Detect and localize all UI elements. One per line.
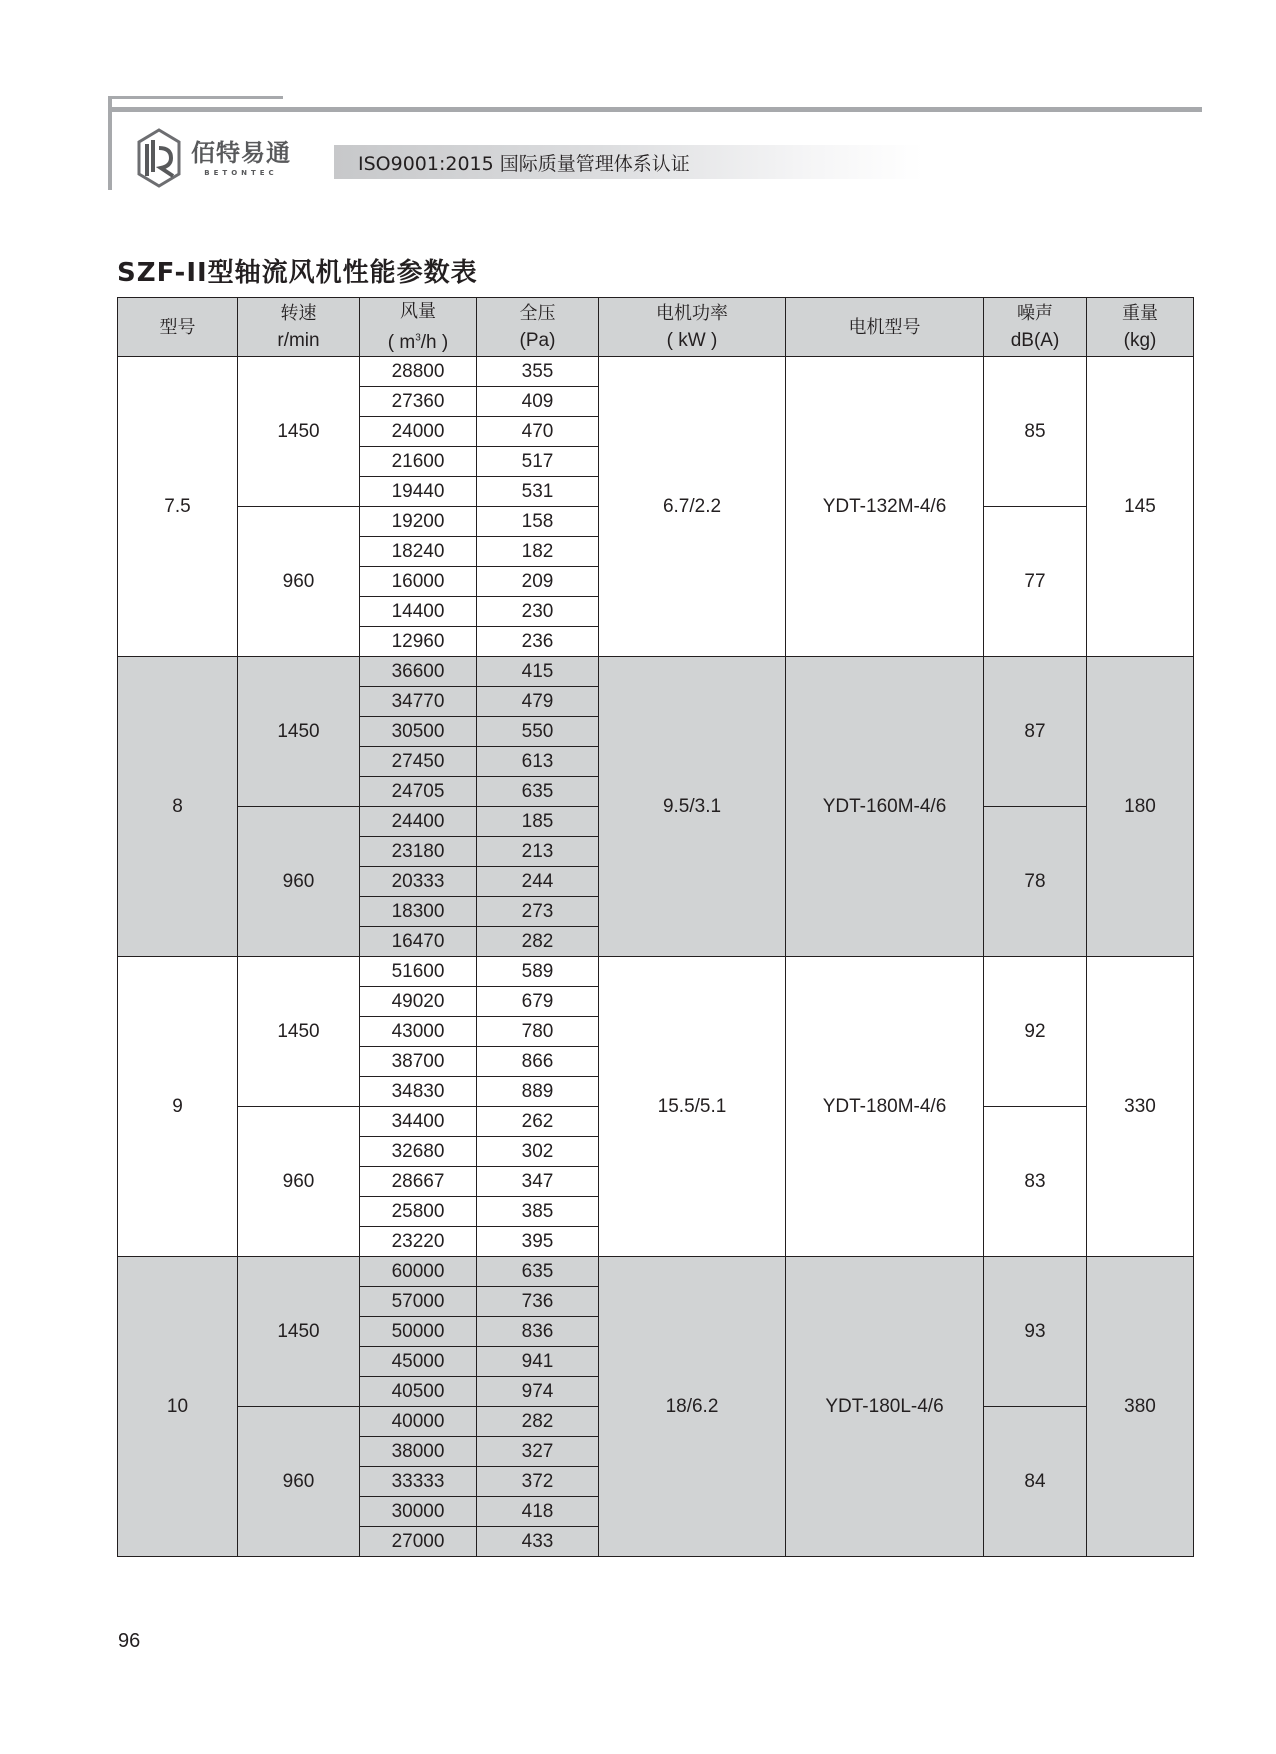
cell-pressure: 613: [477, 747, 599, 777]
cell-pressure: 550: [477, 717, 599, 747]
cell-noise: 83: [984, 1107, 1087, 1257]
certification-text: ISO9001:2015 国际质量管理体系认证: [358, 152, 690, 175]
certification-banner: [334, 145, 924, 179]
cell-airflow: 24705: [360, 777, 477, 807]
cell-pressure: 230: [477, 597, 599, 627]
cell-airflow: 34830: [360, 1077, 477, 1107]
cell-airflow: 38700: [360, 1047, 477, 1077]
cell-airflow: 36600: [360, 657, 477, 687]
cell-power: 6.7/2.2: [599, 357, 786, 657]
cell-motor: YDT-132M-4/6: [786, 357, 984, 657]
col-header-noise: 噪声 dB(A): [984, 298, 1087, 357]
cell-airflow: 40000: [360, 1407, 477, 1437]
cell-pressure: 941: [477, 1347, 599, 1377]
cell-airflow: 25800: [360, 1197, 477, 1227]
cell-airflow: 45000: [360, 1347, 477, 1377]
cell-pressure: 209: [477, 567, 599, 597]
cell-airflow: 28800: [360, 357, 477, 387]
cell-model: 8: [118, 657, 238, 957]
cell-airflow: 14400: [360, 597, 477, 627]
cell-weight: 380: [1087, 1257, 1194, 1557]
col-header-model: 型号: [118, 298, 238, 357]
cell-pressure: 679: [477, 987, 599, 1017]
page-number: 96: [118, 1630, 141, 1652]
cell-noise: 93: [984, 1257, 1087, 1407]
cell-pressure: 589: [477, 957, 599, 987]
cell-pressure: 282: [477, 1407, 599, 1437]
cell-pressure: 385: [477, 1197, 599, 1227]
cell-power: 9.5/3.1: [599, 657, 786, 957]
cell-airflow: 12960: [360, 627, 477, 657]
col-header-pressure: 全压 (Pa): [477, 298, 599, 357]
cell-noise: 85: [984, 357, 1087, 507]
cell-airflow: 32680: [360, 1137, 477, 1167]
cell-airflow: 19440: [360, 477, 477, 507]
cell-model: 7.5: [118, 357, 238, 657]
cell-pressure: 836: [477, 1317, 599, 1347]
cell-pressure: 302: [477, 1137, 599, 1167]
cell-airflow: 49020: [360, 987, 477, 1017]
cell-pressure: 889: [477, 1077, 599, 1107]
cell-speed: 1450: [238, 957, 360, 1107]
cell-weight: 330: [1087, 957, 1194, 1257]
cell-pressure: 635: [477, 1257, 599, 1287]
cell-weight: 145: [1087, 357, 1194, 657]
cell-pressure: 185: [477, 807, 599, 837]
cell-power: 18/6.2: [599, 1257, 786, 1557]
cell-airflow: 18300: [360, 897, 477, 927]
cell-airflow: 21600: [360, 447, 477, 477]
cell-power: 15.5/5.1: [599, 957, 786, 1257]
cell-motor: YDT-180M-4/6: [786, 957, 984, 1257]
cell-speed: 960: [238, 1407, 360, 1557]
cell-pressure: 974: [477, 1377, 599, 1407]
cell-airflow: 30500: [360, 717, 477, 747]
cell-motor: YDT-180L-4/6: [786, 1257, 984, 1557]
cell-airflow: 27450: [360, 747, 477, 777]
col-header-motor: 电机型号: [786, 298, 984, 357]
cell-airflow: 50000: [360, 1317, 477, 1347]
cell-pressure: 182: [477, 537, 599, 567]
cell-pressure: 395: [477, 1227, 599, 1257]
cell-pressure: 780: [477, 1017, 599, 1047]
cell-speed: 1450: [238, 1257, 360, 1407]
cell-airflow: 23220: [360, 1227, 477, 1257]
col-header-airflow: 风量 ( $m^3/h$ ): [360, 298, 477, 357]
header-rule-vertical: [108, 96, 112, 190]
table-row: [118, 657, 1194, 687]
brand-logo: [135, 128, 305, 188]
cell-pressure: 418: [477, 1497, 599, 1527]
cell-pressure: 327: [477, 1437, 599, 1467]
cell-pressure: 244: [477, 867, 599, 897]
cell-airflow: 40500: [360, 1377, 477, 1407]
cell-pressure: 635: [477, 777, 599, 807]
cell-airflow: 34770: [360, 687, 477, 717]
cell-noise: 77: [984, 507, 1087, 657]
cell-pressure: 282: [477, 927, 599, 957]
cell-pressure: 531: [477, 477, 599, 507]
cell-motor: YDT-160M-4/6: [786, 657, 984, 957]
cell-noise: 84: [984, 1407, 1087, 1557]
cell-airflow: 20333: [360, 867, 477, 897]
table-header-row: [118, 298, 1194, 357]
cell-airflow: 33333: [360, 1467, 477, 1497]
cell-airflow: 18240: [360, 537, 477, 567]
cell-model: 9: [118, 957, 238, 1257]
cell-airflow: 34400: [360, 1107, 477, 1137]
cell-airflow: 30000: [360, 1497, 477, 1527]
table-row: [118, 1257, 1194, 1287]
cell-airflow: 24000: [360, 417, 477, 447]
cell-pressure: 262: [477, 1107, 599, 1137]
cell-pressure: 372: [477, 1467, 599, 1497]
brand-name-en: BETONTEC: [204, 169, 278, 177]
cell-weight: 180: [1087, 657, 1194, 957]
table-body: [118, 357, 1194, 1557]
cell-airflow: 24400: [360, 807, 477, 837]
cell-speed: 1450: [238, 357, 360, 507]
cell-pressure: 409: [477, 387, 599, 417]
cell-pressure: 866: [477, 1047, 599, 1077]
cell-pressure: 415: [477, 657, 599, 687]
cell-pressure: 470: [477, 417, 599, 447]
brand-name-cn: 佰特易通: [191, 139, 291, 167]
cell-airflow: 43000: [360, 1017, 477, 1047]
cell-pressure: 433: [477, 1527, 599, 1557]
cell-pressure: 347: [477, 1167, 599, 1197]
cell-pressure: 273: [477, 897, 599, 927]
cell-airflow: 16000: [360, 567, 477, 597]
cell-airflow: 19200: [360, 507, 477, 537]
cell-airflow: 38000: [360, 1437, 477, 1467]
cell-airflow: 23180: [360, 837, 477, 867]
header-rule-short: [108, 96, 283, 99]
cell-airflow: 60000: [360, 1257, 477, 1287]
cell-speed: 960: [238, 1107, 360, 1257]
table-row: [118, 957, 1194, 987]
table-row: [118, 357, 1194, 387]
cell-speed: 1450: [238, 657, 360, 807]
cell-airflow: 57000: [360, 1287, 477, 1317]
col-header-weight: 重量 (kg): [1087, 298, 1194, 357]
cell-pressure: 736: [477, 1287, 599, 1317]
header-rule: [108, 107, 1202, 112]
cell-airflow: 27360: [360, 387, 477, 417]
cell-noise: 87: [984, 657, 1087, 807]
cell-pressure: 158: [477, 507, 599, 537]
cell-airflow: 27000: [360, 1527, 477, 1557]
performance-table: [117, 297, 1194, 1557]
cell-airflow: 28667: [360, 1167, 477, 1197]
cell-pressure: 479: [477, 687, 599, 717]
brand-mark-icon: [135, 128, 183, 188]
cell-noise: 92: [984, 957, 1087, 1107]
cell-speed: 960: [238, 507, 360, 657]
cell-pressure: 355: [477, 357, 599, 387]
cell-noise: 78: [984, 807, 1087, 957]
cell-pressure: 517: [477, 447, 599, 477]
page-title: SZF-II型轴流风机性能参数表: [117, 258, 478, 288]
cell-pressure: 213: [477, 837, 599, 867]
cell-speed: 960: [238, 807, 360, 957]
col-header-speed: 转速 r/min: [238, 298, 360, 357]
cell-model: 10: [118, 1257, 238, 1557]
cell-airflow: 16470: [360, 927, 477, 957]
cell-airflow: 51600: [360, 957, 477, 987]
col-header-power: 电机功率 ( kW ): [599, 298, 786, 357]
cell-pressure: 236: [477, 627, 599, 657]
